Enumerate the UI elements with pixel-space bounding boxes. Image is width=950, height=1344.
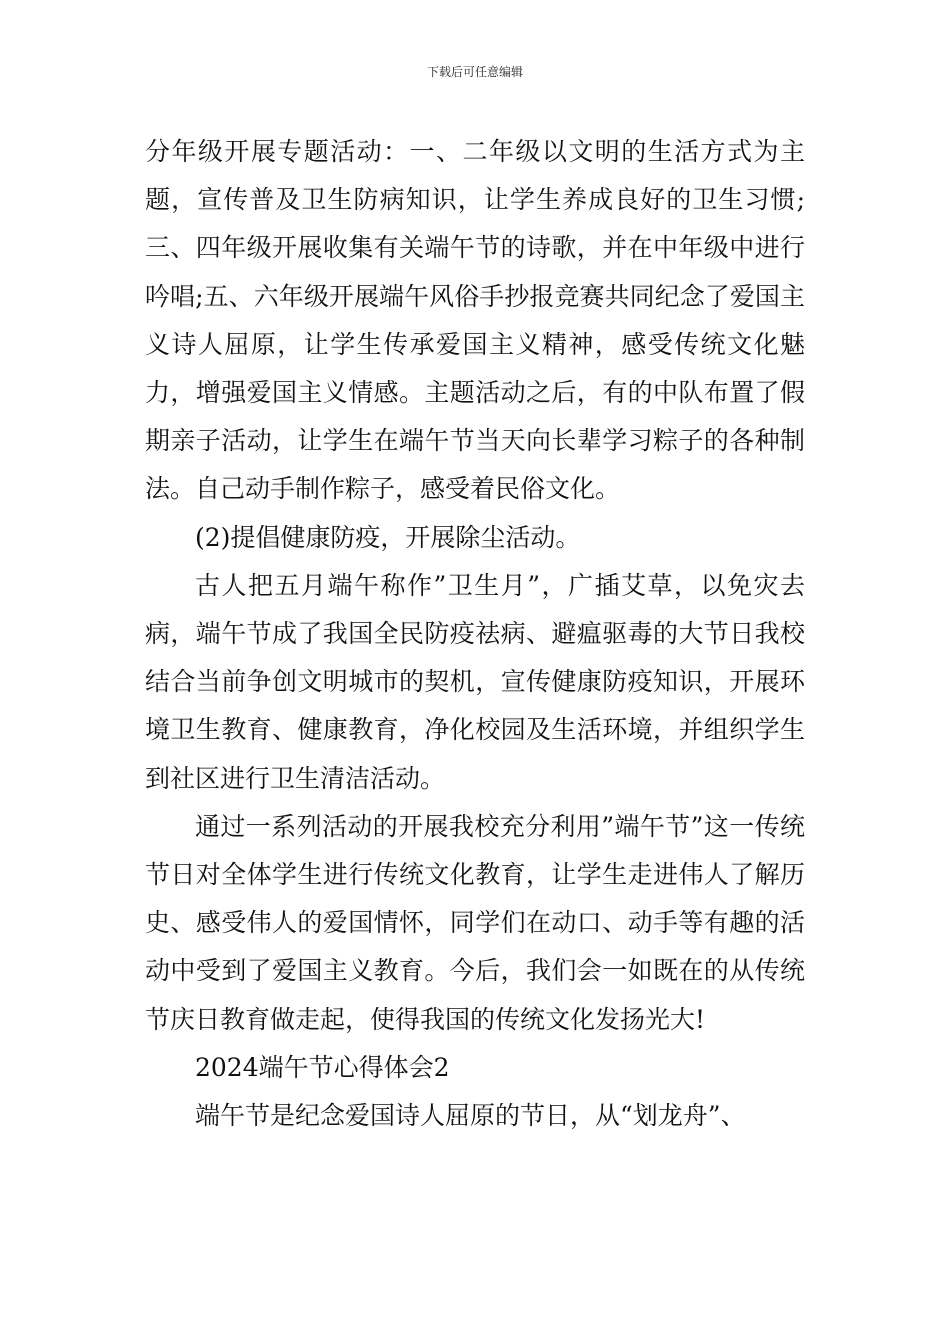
section-title: 2024端午节心得体会2 [195,1052,450,1082]
paragraph-health-heading: (2)提倡健康防疫，开展除尘活动。 [195,522,581,552]
paragraph-health-month: 古人把五月端午称作”卫生月”，广插艾草，以免灾去病，端午节成了我国全民防疫祛病、避瘟驱毒的大节日我校结合当前争创文明城市的契机，宣传健康防疫知识，开展环境卫生教育、健康教育，净化校园及生活环境，并组织学生到社区进行卫生清洁活动。 [145,570,805,793]
paragraph-conclusion: 通过一系列活动的开展我校充分利用”端午节”这一传统节日对全体学生进行传统文化教育，让学生走进伟人了解历史、感受伟人的爱国情怀，同学们在动口、动手等有趣的活动中受到了爱国主义教育。今后，我们会一如既在的从传统节庆日教育做走起，使得我国的传统文化发扬光大! [145,811,805,1034]
paragraph-activities-by-grade: 分年级开展专题活动：一、二年级以文明的生活方式为主题，宣传普及卫生防病知识，让学生养成良好的卫生习惯;三、四年级开展收集有关端午节的诗歌，并在中年级中进行吟唱;五、六年级开展端午风俗手抄报竞赛共同纪念了爱国主义诗人屈原，让学生传承爱国主义精神，感受传统文化魅力，增强爱国主义情感。主题活动之后，有的中队布置了假期亲子活动，让学生在端午节当天向长辈学习粽子的各种制法。自己动手制作粽子，感受着民俗文化。 [145,137,805,504]
page-header-note: 下载后可任意编辑 [426,65,523,79]
document-body [145,128,805,1140]
paragraph-section-two-start: 端午节是纪念爱国诗人屈原的节日，从“划龙舟”、 [195,1101,746,1131]
